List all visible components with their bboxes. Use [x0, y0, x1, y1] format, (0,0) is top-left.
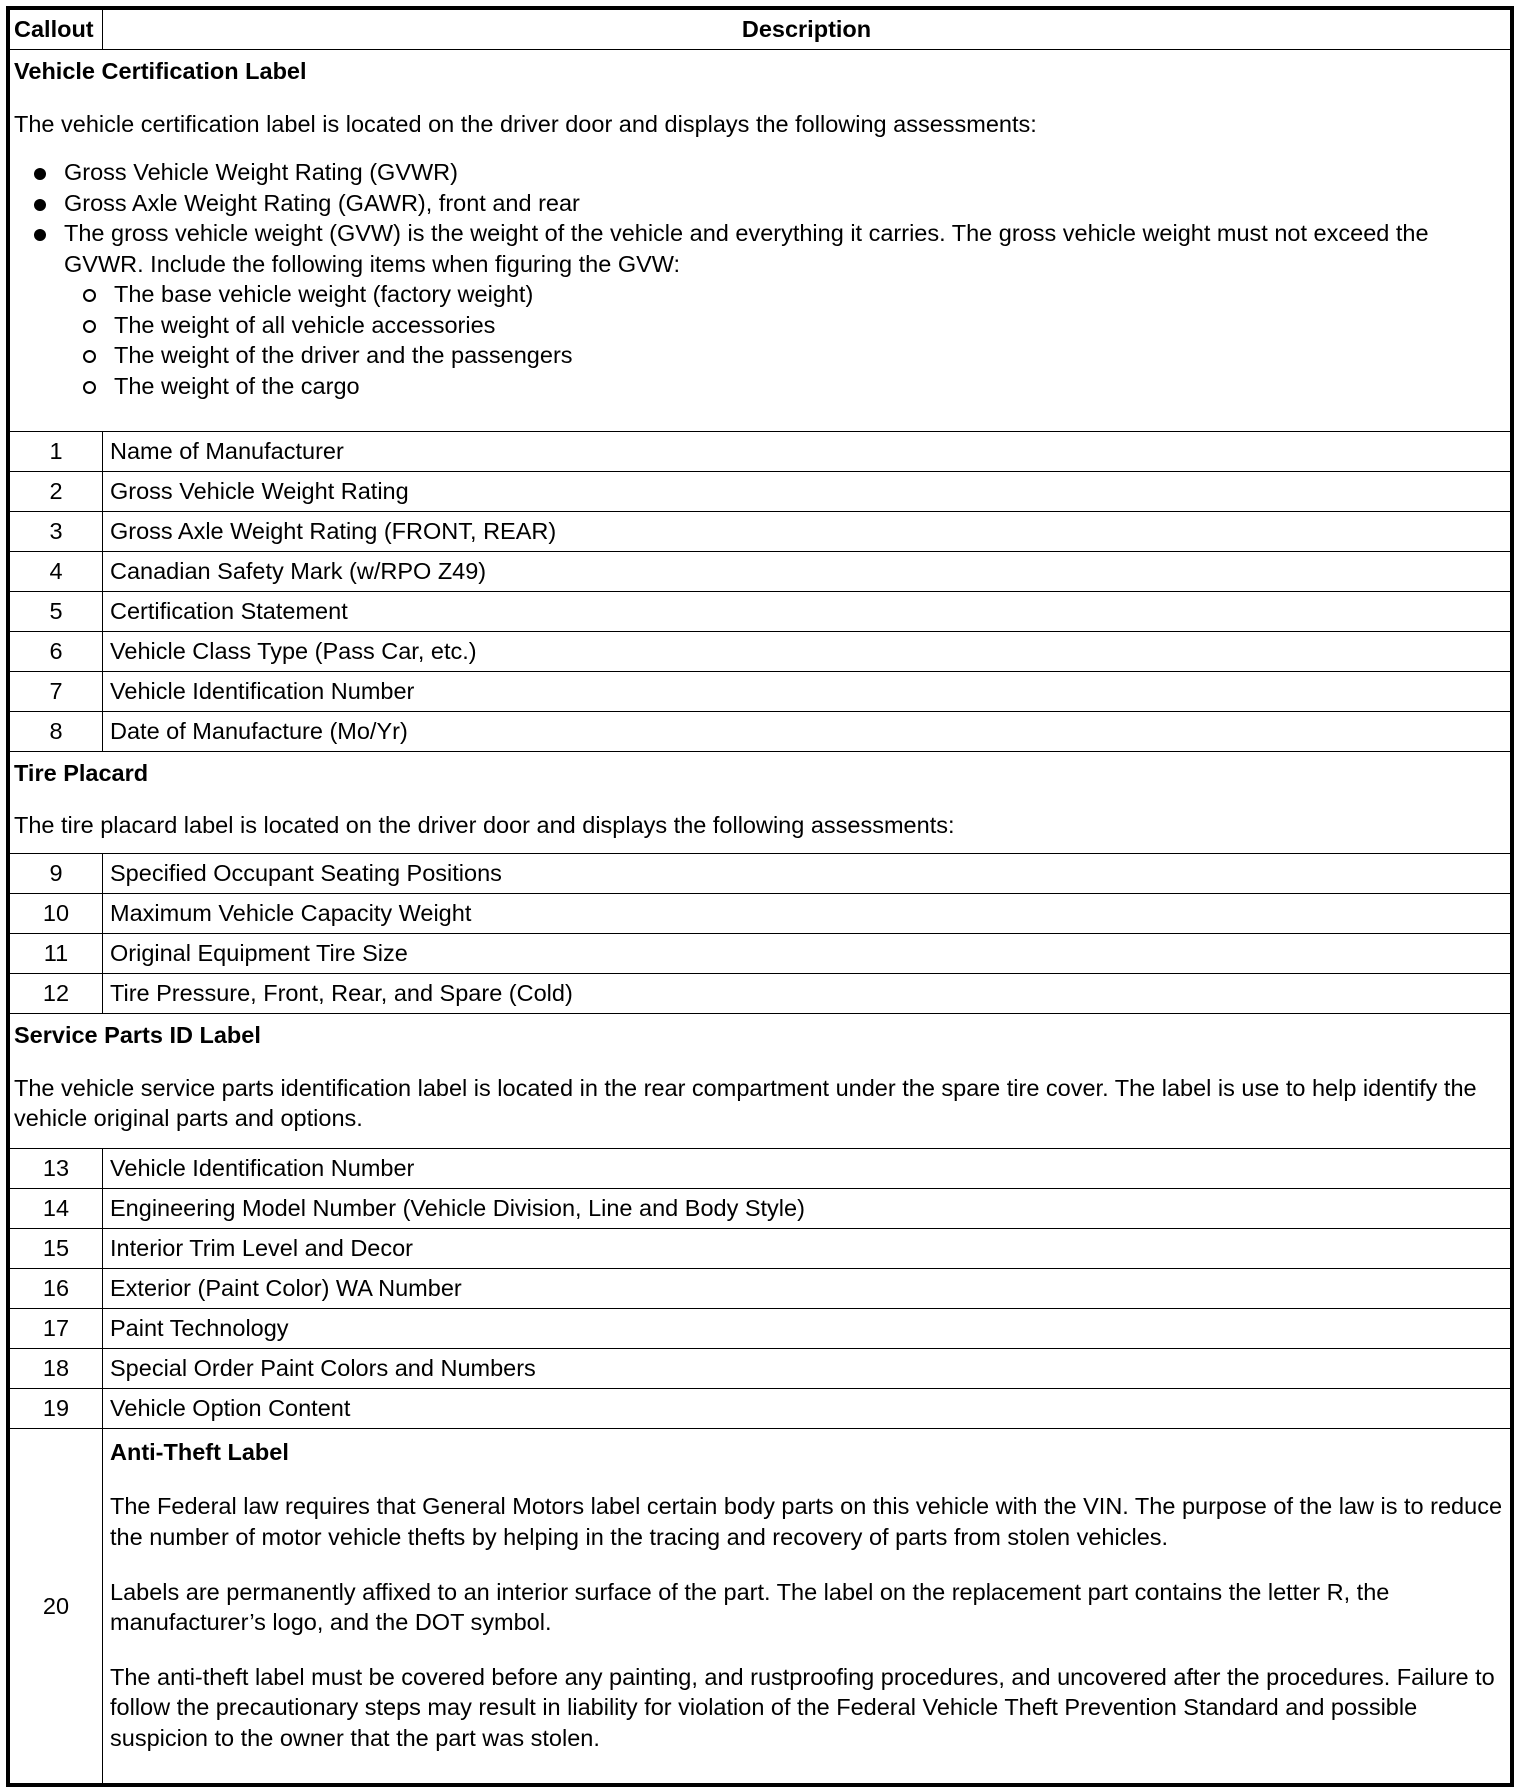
anti-theft-description: [103, 1428, 1511, 1783]
anti-theft-paragraph: The anti-theft label must be covered before any painting, and rustproofing procedures, and uncovered after the procedures. Failure to follow the precautionary steps may result in liability for violation of the Federal Vehicle Theft Prevention Standard and possible suspicion to the owner that the part was stolen.: [110, 1663, 1495, 1751]
anti-theft-paragraph: The Federal law requires that General Motors label certain body parts on this vehicle with the VIN. The purpose of the law is to reduce the number of motor vehicle thefts by helping in the tracing and recovery of parts from stolen vehicles.: [110, 1493, 1503, 1551]
callout-table: [9, 9, 1511, 1784]
callout-description: Tire Pressure, Front, Rear, and Spare (Cold): [103, 974, 1511, 1014]
section-cell: [10, 751, 1511, 853]
callout-number: 5: [10, 591, 103, 631]
section-tire-placard: [10, 751, 1511, 853]
table-row: [10, 894, 1511, 934]
callout-description: Maximum Vehicle Capacity Weight: [103, 894, 1511, 934]
callout-number: 18: [10, 1348, 103, 1388]
callout-description: Specified Occupant Seating Positions: [103, 854, 1511, 894]
bullet-item: Gross Vehicle Weight Rating (GVWR): [14, 157, 1506, 188]
table-row: [10, 711, 1511, 751]
callout-description: Vehicle Identification Number: [103, 671, 1511, 711]
callout-number: 2: [10, 471, 103, 511]
callout-description: Special Order Paint Colors and Numbers: [103, 1348, 1511, 1388]
table-row: [10, 1148, 1511, 1188]
callout-number: 11: [10, 934, 103, 974]
section-cell: [10, 50, 1511, 432]
table-row: [10, 671, 1511, 711]
table-row: [10, 934, 1511, 974]
callout-number: 10: [10, 894, 103, 934]
callout-number: 17: [10, 1308, 103, 1348]
callout-number: 14: [10, 1188, 103, 1228]
sub-bullet-item: The weight of the driver and the passengers: [64, 340, 1506, 371]
callout-description: Gross Vehicle Weight Rating: [103, 471, 1511, 511]
table-row: [10, 854, 1511, 894]
bullet-item: Gross Axle Weight Rating (GAWR), front and rear: [14, 188, 1506, 219]
table-row: [10, 1268, 1511, 1308]
callout-description: Interior Trim Level and Decor: [103, 1228, 1511, 1268]
callout-number: 16: [10, 1268, 103, 1308]
callout-number: 12: [10, 974, 103, 1014]
section-intro: The vehicle certification label is located on the driver door and displays the following assessments:: [14, 110, 1037, 137]
table-row: [10, 1228, 1511, 1268]
callout-table-document: [6, 6, 1514, 1787]
table-row: [10, 1388, 1511, 1428]
callout-description: Canadian Safety Mark (w/RPO Z49): [103, 551, 1511, 591]
sub-bullet-list: [64, 279, 1506, 401]
callout-number: 9: [10, 854, 103, 894]
table-row: [10, 1308, 1511, 1348]
callout-description: Paint Technology: [103, 1308, 1511, 1348]
callout-description: Date of Manufacture (Mo/Yr): [103, 711, 1511, 751]
section-title: Vehicle Certification Label: [14, 58, 307, 84]
bullet-text: The gross vehicle weight (GVW) is the weight of the vehicle and everything it carries. The gross vehicle weight must not exceed the GVWR. Include the following items when figuring the GVW:: [64, 220, 1429, 277]
callout-description: Vehicle Option Content: [103, 1388, 1511, 1428]
section-vehicle-certification: [10, 50, 1511, 432]
sub-bullet-item: The base vehicle weight (factory weight): [64, 279, 1506, 310]
table-row-anti-theft: [10, 1428, 1511, 1783]
callout-description: Engineering Model Number (Vehicle Division, Line and Body Style): [103, 1188, 1511, 1228]
section-title: Tire Placard: [14, 759, 149, 786]
callout-number: 1: [10, 431, 103, 471]
callout-number: 4: [10, 551, 103, 591]
callout-number: 6: [10, 631, 103, 671]
callout-description: Gross Axle Weight Rating (FRONT, REAR): [103, 511, 1511, 551]
callout-number: 8: [10, 711, 103, 751]
anti-theft-title: Anti-Theft Label: [110, 1438, 289, 1465]
bullet-list: [14, 157, 1506, 401]
callout-description: Original Equipment Tire Size: [103, 934, 1511, 974]
section-intro: The vehicle service parts identification label is located in the rear compartment under the spare tire cover. The label is use to help identify the vehicle original parts and options.: [14, 1074, 1477, 1132]
callout-description: Vehicle Class Type (Pass Car, etc.): [103, 631, 1511, 671]
table-row: [10, 591, 1511, 631]
callout-description: Name of Manufacturer: [103, 431, 1511, 471]
callout-description: Vehicle Identification Number: [103, 1148, 1511, 1188]
callout-number: 15: [10, 1228, 103, 1268]
table-row: [10, 974, 1511, 1014]
table-row: [10, 1348, 1511, 1388]
callout-description: Exterior (Paint Color) WA Number: [103, 1268, 1511, 1308]
description-column-header: Description: [103, 10, 1511, 50]
table-row: [10, 551, 1511, 591]
table-row: [10, 431, 1511, 471]
callout-number: 3: [10, 511, 103, 551]
bullet-item: [14, 218, 1506, 401]
section-intro: The tire placard label is located on the driver door and displays the following assessments:: [14, 812, 955, 839]
table-row: [10, 631, 1511, 671]
callout-number: 20: [10, 1428, 103, 1783]
anti-theft-paragraph: Labels are permanently affixed to an interior surface of the part. The label on the replacement part contains the letter R, the manufacturer’s logo, and the DOT symbol.: [110, 1578, 1390, 1636]
section-cell: [10, 1014, 1511, 1149]
table-row: [10, 1188, 1511, 1228]
table-row: [10, 511, 1511, 551]
table-row: [10, 471, 1511, 511]
section-title: Service Parts ID Label: [14, 1022, 261, 1049]
callout-description: Certification Statement: [103, 591, 1511, 631]
sub-bullet-item: The weight of all vehicle accessories: [64, 310, 1506, 341]
callout-number: 13: [10, 1148, 103, 1188]
section-service-parts: [10, 1014, 1511, 1149]
table-header-row: [10, 10, 1511, 50]
sub-bullet-item: The weight of the cargo: [64, 371, 1506, 402]
callout-column-header: Callout: [10, 10, 103, 50]
callout-number: 7: [10, 671, 103, 711]
callout-number: 19: [10, 1388, 103, 1428]
